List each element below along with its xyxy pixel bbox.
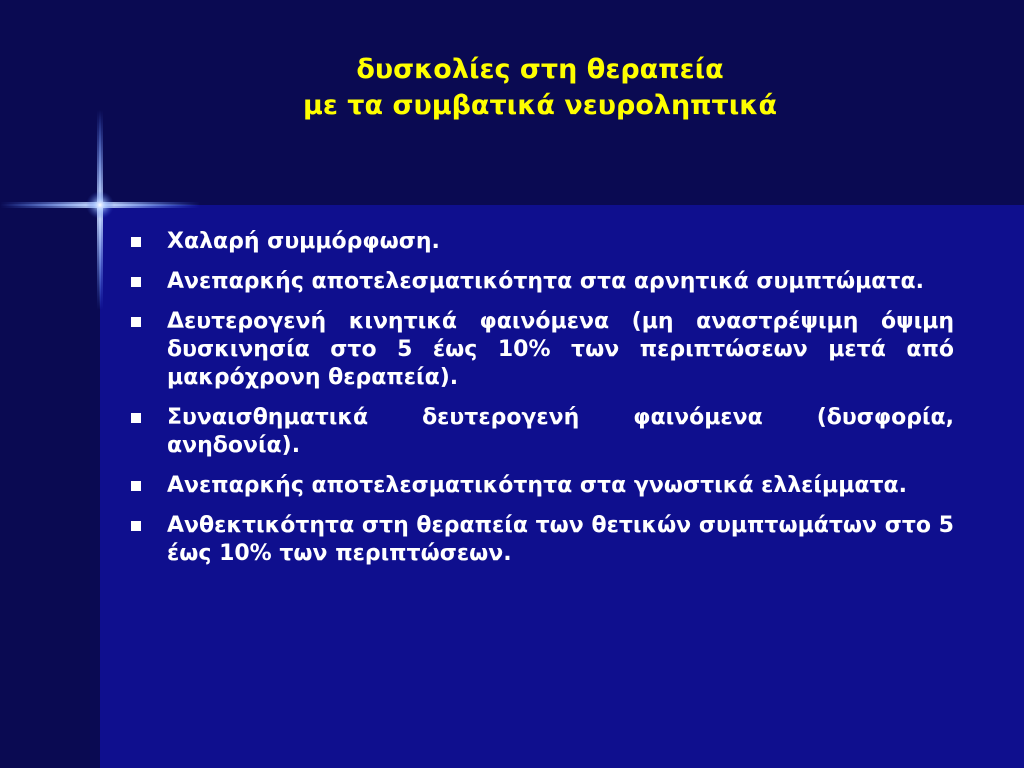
bullet-item bbox=[131, 472, 954, 500]
slide-title-line-1: δυσκολίες στη θεραπεία bbox=[356, 54, 724, 85]
bullet-item bbox=[131, 268, 954, 296]
slide-title-line-2: με τα συμβατικά νευροληπτικά bbox=[302, 90, 778, 121]
square-bullet-icon bbox=[131, 317, 141, 327]
square-bullet-icon bbox=[131, 413, 141, 423]
slide-title bbox=[100, 52, 980, 124]
bullet-text: Συναισθηματικά δευτερογενή φαινόμενα (δυσφορία, ανηδονία). bbox=[167, 405, 954, 458]
square-bullet-icon bbox=[131, 237, 141, 247]
bullet-item bbox=[131, 512, 954, 568]
bullet-item bbox=[131, 404, 954, 460]
square-bullet-icon bbox=[131, 521, 141, 531]
bullet-item bbox=[131, 308, 954, 392]
bullet-text: Ανεπαρκής αποτελεσματικότητα στα γνωστικά ελλείμματα. bbox=[167, 473, 908, 498]
square-bullet-icon bbox=[131, 481, 141, 491]
left-band bbox=[0, 205, 100, 768]
bullet-text: Δευτερογενή κινητικά φαινόμενα (μη αναστρέψιμη όψιμη δυσκινησία στο 5 έως 10% των περιπτώσεων μετά από μακρόχρονη θεραπεία). bbox=[167, 309, 954, 390]
bullet-text: Χαλαρή συμμόρφωση. bbox=[167, 229, 440, 254]
bullet-item bbox=[131, 228, 954, 256]
bullet-list bbox=[131, 228, 954, 580]
bullet-text: Ανεπαρκής αποτελεσματικότητα στα αρνητικά συμπτώματα. bbox=[167, 269, 924, 294]
square-bullet-icon bbox=[131, 277, 141, 287]
bullet-text: Ανθεκτικότητα στη θεραπεία των θετικών συμπτωμάτων στο 5 έως 10% των περιπτώσεων. bbox=[167, 513, 954, 566]
